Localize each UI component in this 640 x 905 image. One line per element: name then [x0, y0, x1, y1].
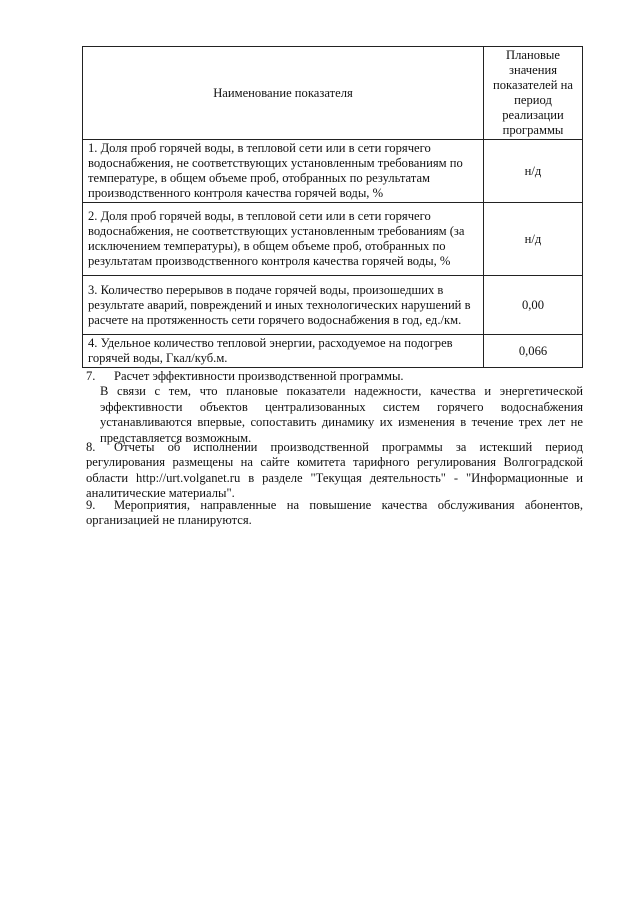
- header-plan-values: Плановые значения показателей на период реализации программы: [484, 47, 583, 140]
- table-row: [83, 276, 583, 335]
- section-8-number: 8.: [86, 440, 96, 454]
- indicator-name: 3. Количество перерывов в подаче горячей воды, произошедших в результате аварий, повреждений и иных технологических нарушений в расчете на протяженность сети горячего водоснабжения в год, ед./км.: [83, 276, 484, 335]
- section-7-title: Расчет эффективности производственной программы.: [114, 369, 404, 383]
- section-8: [86, 440, 583, 502]
- table-row: [83, 203, 583, 276]
- section-7-number: 7.: [86, 369, 96, 383]
- indicator-name: 4. Удельное количество тепловой энергии, расходуемое на подогрев горячей воды, Гкал/куб.м.: [83, 335, 484, 368]
- table-row: [83, 140, 583, 203]
- section-9: [86, 498, 583, 529]
- table-row: [83, 335, 583, 368]
- indicator-value: 0,066: [484, 335, 583, 368]
- indicator-name: 1. Доля проб горячей воды, в тепловой сети или в сети горячего водоснабжения, не соответствующих установленным требованиям по температуре, в общем объеме проб, отобранных по результатам производственного контроля качества горячей воды, %: [83, 140, 484, 203]
- section-7-text: В связи с тем, что плановые показатели надежности, качества и энергетической эффективности объектов централизованных систем горячего водоснабжения устанавливаются впервые, сопоставить динамику их изменения в течение трех лет не представляется возможным.: [100, 384, 583, 445]
- section-9-text: Мероприятия, направленные на повышение качества обслуживания абонентов, организацией не планируются.: [86, 498, 583, 528]
- section-7: [86, 369, 583, 446]
- indicator-value: н/д: [484, 140, 583, 203]
- indicator-value: н/д: [484, 203, 583, 276]
- section-7-heading: [86, 369, 583, 384]
- section-9-number: 9.: [86, 498, 96, 512]
- section-8-text: Отчеты об исполнении производственной программы за истекший период регулирования размещены на сайте комитета тарифного регулирования Волгоградской области http://urt.volganet.ru в разделе "Текущая деятельность" - "Информационные и аналитические материалы".: [86, 440, 583, 501]
- indicator-value: 0,00: [484, 276, 583, 335]
- header-indicator-name: Наименование показателя: [83, 47, 484, 140]
- indicators-table: [82, 46, 583, 368]
- indicator-name: 2. Доля проб горячей воды, в тепловой сети или в сети горячего водоснабжения, не соответствующих установленным требованиям (за исключением температуры), в общем объеме проб, отобранных по результатам производственного контроля качества горячей воды, %: [83, 203, 484, 276]
- table-header-row: [83, 47, 583, 140]
